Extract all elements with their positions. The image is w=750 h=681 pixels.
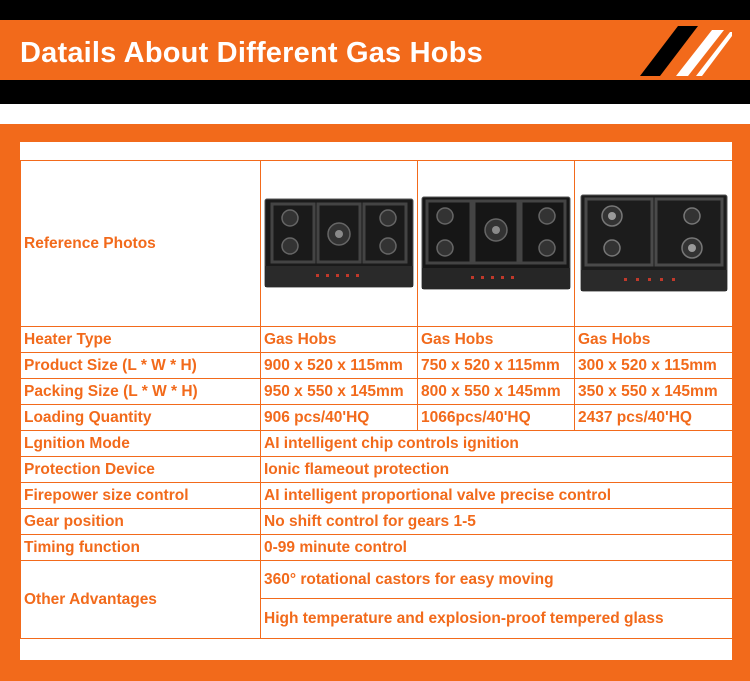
cell-value: No shift control for gears 1-5 [261,509,733,535]
row-label: Other Advantages [21,561,261,639]
gas-hob-5-burner-image [264,198,414,290]
header-banner [0,0,750,104]
row-label: Reference Photos [21,161,261,327]
cell-value: Gas Hobs [575,327,733,353]
cell-value: 950 x 550 x 145mm [261,379,418,405]
photo-row [21,161,733,327]
header-bar [0,20,750,80]
gas-hob-5-burner-compact-image [421,196,571,292]
row-label: Lgnition Mode [21,431,261,457]
row-label: Packing Size (L * W * H) [21,379,261,405]
table-row [21,353,733,379]
row-label: Firepower size control [21,483,261,509]
table-row [21,379,733,405]
hob-photo-2 [418,161,575,327]
double-slash-icon [640,26,732,76]
row-label: Gear position [21,509,261,535]
cell-value: AI intelligent proportional valve precise control [261,483,733,509]
row-label: Protection Device [21,457,261,483]
cell-value: High temperature and explosion-proof tempered glass [261,599,733,639]
cell-value: 1066pcs/40'HQ [418,405,575,431]
table-row [21,431,733,457]
cell-value: 800 x 550 x 145mm [418,379,575,405]
hob-photo-3 [575,161,733,327]
gas-hob-4-burner-image [580,194,728,294]
cell-value: 360° rotational castors for easy moving [261,561,733,599]
cell-value: Ionic flameout protection [261,457,733,483]
cell-value: 0-99 minute control [261,535,733,561]
table-row [21,405,733,431]
spec-sheet [20,142,732,660]
page-title: Datails About Different Gas Hobs [20,37,483,69]
cell-value: 750 x 520 x 115mm [418,353,575,379]
cell-value: Gas Hobs [418,327,575,353]
spec-table [20,160,733,639]
table-row [21,535,733,561]
cell-value: 906 pcs/40'HQ [261,405,418,431]
hob-photo-1 [261,161,418,327]
table-row [21,457,733,483]
row-label: Product Size (L * W * H) [21,353,261,379]
spec-frame [0,124,750,681]
row-label: Heater Type [21,327,261,353]
table-row [21,509,733,535]
row-label: Timing function [21,535,261,561]
cell-value: 2437 pcs/40'HQ [575,405,733,431]
cell-value: 900 x 520 x 115mm [261,353,418,379]
cell-value: 300 x 520 x 115mm [575,353,733,379]
row-label: Loading Quantity [21,405,261,431]
cell-value: AI intelligent chip controls ignition [261,431,733,457]
cell-value: Gas Hobs [261,327,418,353]
table-row [21,483,733,509]
cell-value: 350 x 550 x 145mm [575,379,733,405]
table-row [21,561,733,599]
table-row [21,327,733,353]
